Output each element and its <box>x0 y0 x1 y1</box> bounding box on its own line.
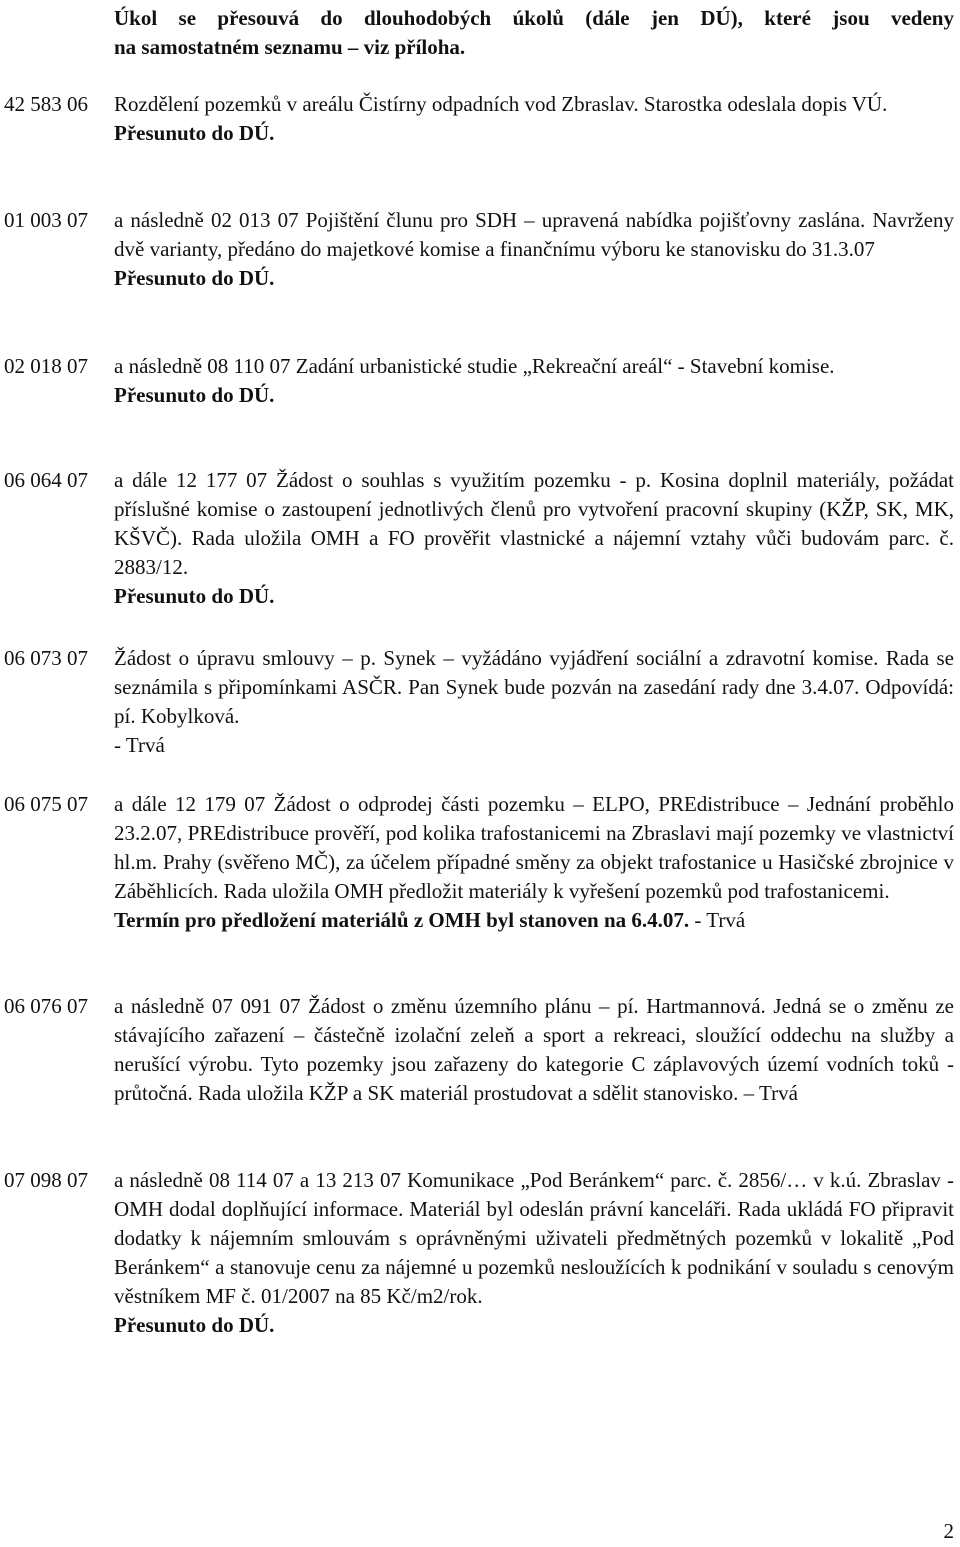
entry-06-076-07 <box>0 992 960 1108</box>
entry-text: a dále 12 177 07 Žádost o souhlas s využitím pozemku - p. Kosina doplnil materiály, požádat příslušné komise o zastoupení jednotlivých členů pro vytvoření pracovní skupiny (KŽP, SK, MK, KŠVČ). Rada uložila OMH a FO prověřit vlastnické a nájemní vztahy vůči budovám parc. č. 2883/12. <box>114 468 954 579</box>
entry-01-003-07 <box>0 206 960 293</box>
entry-06-064-07 <box>0 466 960 611</box>
entry-number: 06 076 07 <box>4 994 88 1018</box>
entry-number: 02 018 07 <box>4 354 88 378</box>
entry-status: Přesunuto do DÚ. <box>114 1313 275 1337</box>
entry-number: 07 098 07 <box>4 1168 88 1192</box>
entry-status: Přesunuto do DÚ. <box>114 383 275 407</box>
entry-06-073-07 <box>0 644 960 760</box>
intro-paragraph <box>114 4 954 62</box>
entry-status: - Trvá <box>114 733 165 757</box>
entry-deadline: Termín pro předložení materiálů z OMH byl stanoven na 6.4.07. <box>114 908 690 932</box>
entry-text: a dále 12 179 07 Žádost o odprodej části pozemku – ELPO, PREdistribuce – Jednání proběhlo 23.2.07, PREdistribuce prověří, pod kolika trafostanicemi na Zbraslavi mají pozemky ve vlastnictví hl.m. Prahy (svěřeno MČ), za účelem případné směny za objekt trafostanice u Hasičské zbrojnice v Záběhlicích. Rada uložila OMH předložit materiály k vyřešení pozemků pod trafostanicemi. <box>114 792 954 903</box>
entry-06-075-07 <box>0 790 960 935</box>
page-number: 2 <box>943 1519 954 1543</box>
entry-text: a následně 02 013 07 Pojištění člunu pro SDH – upravená nabídka pojišťovny zaslána. Navrženy dvě varianty, předáno do majetkové komise a finančnímu výboru ke stanovisku do 31.3.07 <box>114 208 954 261</box>
entry-status: Přesunuto do DÚ. <box>114 266 275 290</box>
entry-02-018-07 <box>0 352 960 410</box>
entry-text: a následně 08 110 07 Zadání urbanistické studie „Rekreační areál“ - Stavební komise. <box>114 354 835 378</box>
entry-number: 06 064 07 <box>4 468 88 492</box>
entry-42-583-06 <box>0 90 960 148</box>
entry-text: a následně 08 114 07 a 13 213 07 Komunikace „Pod Beránkem“ parc. č. 2856/… v k.ú. Zbraslav - OMH dodal doplňující informace. Materiál byl odeslán právní kanceláři. Rada ukládá FO připravit dodatky k nájemním smlouvám s oprávněnými uživateli předmětných pozemků v lokalitě „Pod Beránkem“ a stanovuje cenu za nájemné u pozemků nesloužících k podnikání v souladu s cenovým věstníkem MF č. 01/2007 na 85 Kč/m2/rok. <box>114 1168 954 1308</box>
entry-text: Rozdělení pozemků v areálu Čistírny odpadních vod Zbraslav. Starostka odeslala dopis VÚ. <box>114 92 888 116</box>
entry-status: Přesunuto do DÚ. <box>114 121 275 145</box>
entry-number: 42 583 06 <box>4 92 88 116</box>
entry-text: Žádost o úpravu smlouvy – p. Synek – vyžádáno vyjádření sociální a zdravotní komise. Rada se seznámila s připomínkami ASČR. Pan Synek bude pozván na zasedání rady dne 3.4.07. Odpovídá: pí. Kobylková. <box>114 646 954 728</box>
entry-number: 01 003 07 <box>4 208 88 232</box>
entry-status: - Trvá <box>689 908 746 932</box>
intro-line-2: na samostatném seznamu – viz příloha. <box>114 35 466 59</box>
entry-number: 06 075 07 <box>4 792 88 816</box>
intro-line-1: Úkol se přesouvá do dlouhodobých úkolů (dále jen DÚ), které jsou vedeny <box>114 6 954 30</box>
entry-text: a následně 07 091 07 Žádost o změnu územního plánu – pí. Hartmannová. Jedná se o změnu ze stávajícího zařazení – částečně izolační zeleň a sport a rekreaci, sloužící oddechu na služby a nerušící výrobu. Tyto pozemky jsou zařazeny do kategorie C záplavových území vodních toků - průtočná. Rada uložila KŽP a SK materiál prostudovat a sdělit stanovisko. – Trvá <box>114 994 954 1105</box>
entry-number: 06 073 07 <box>4 646 88 670</box>
entry-07-098-07 <box>0 1166 960 1340</box>
entry-status: Přesunuto do DÚ. <box>114 584 275 608</box>
